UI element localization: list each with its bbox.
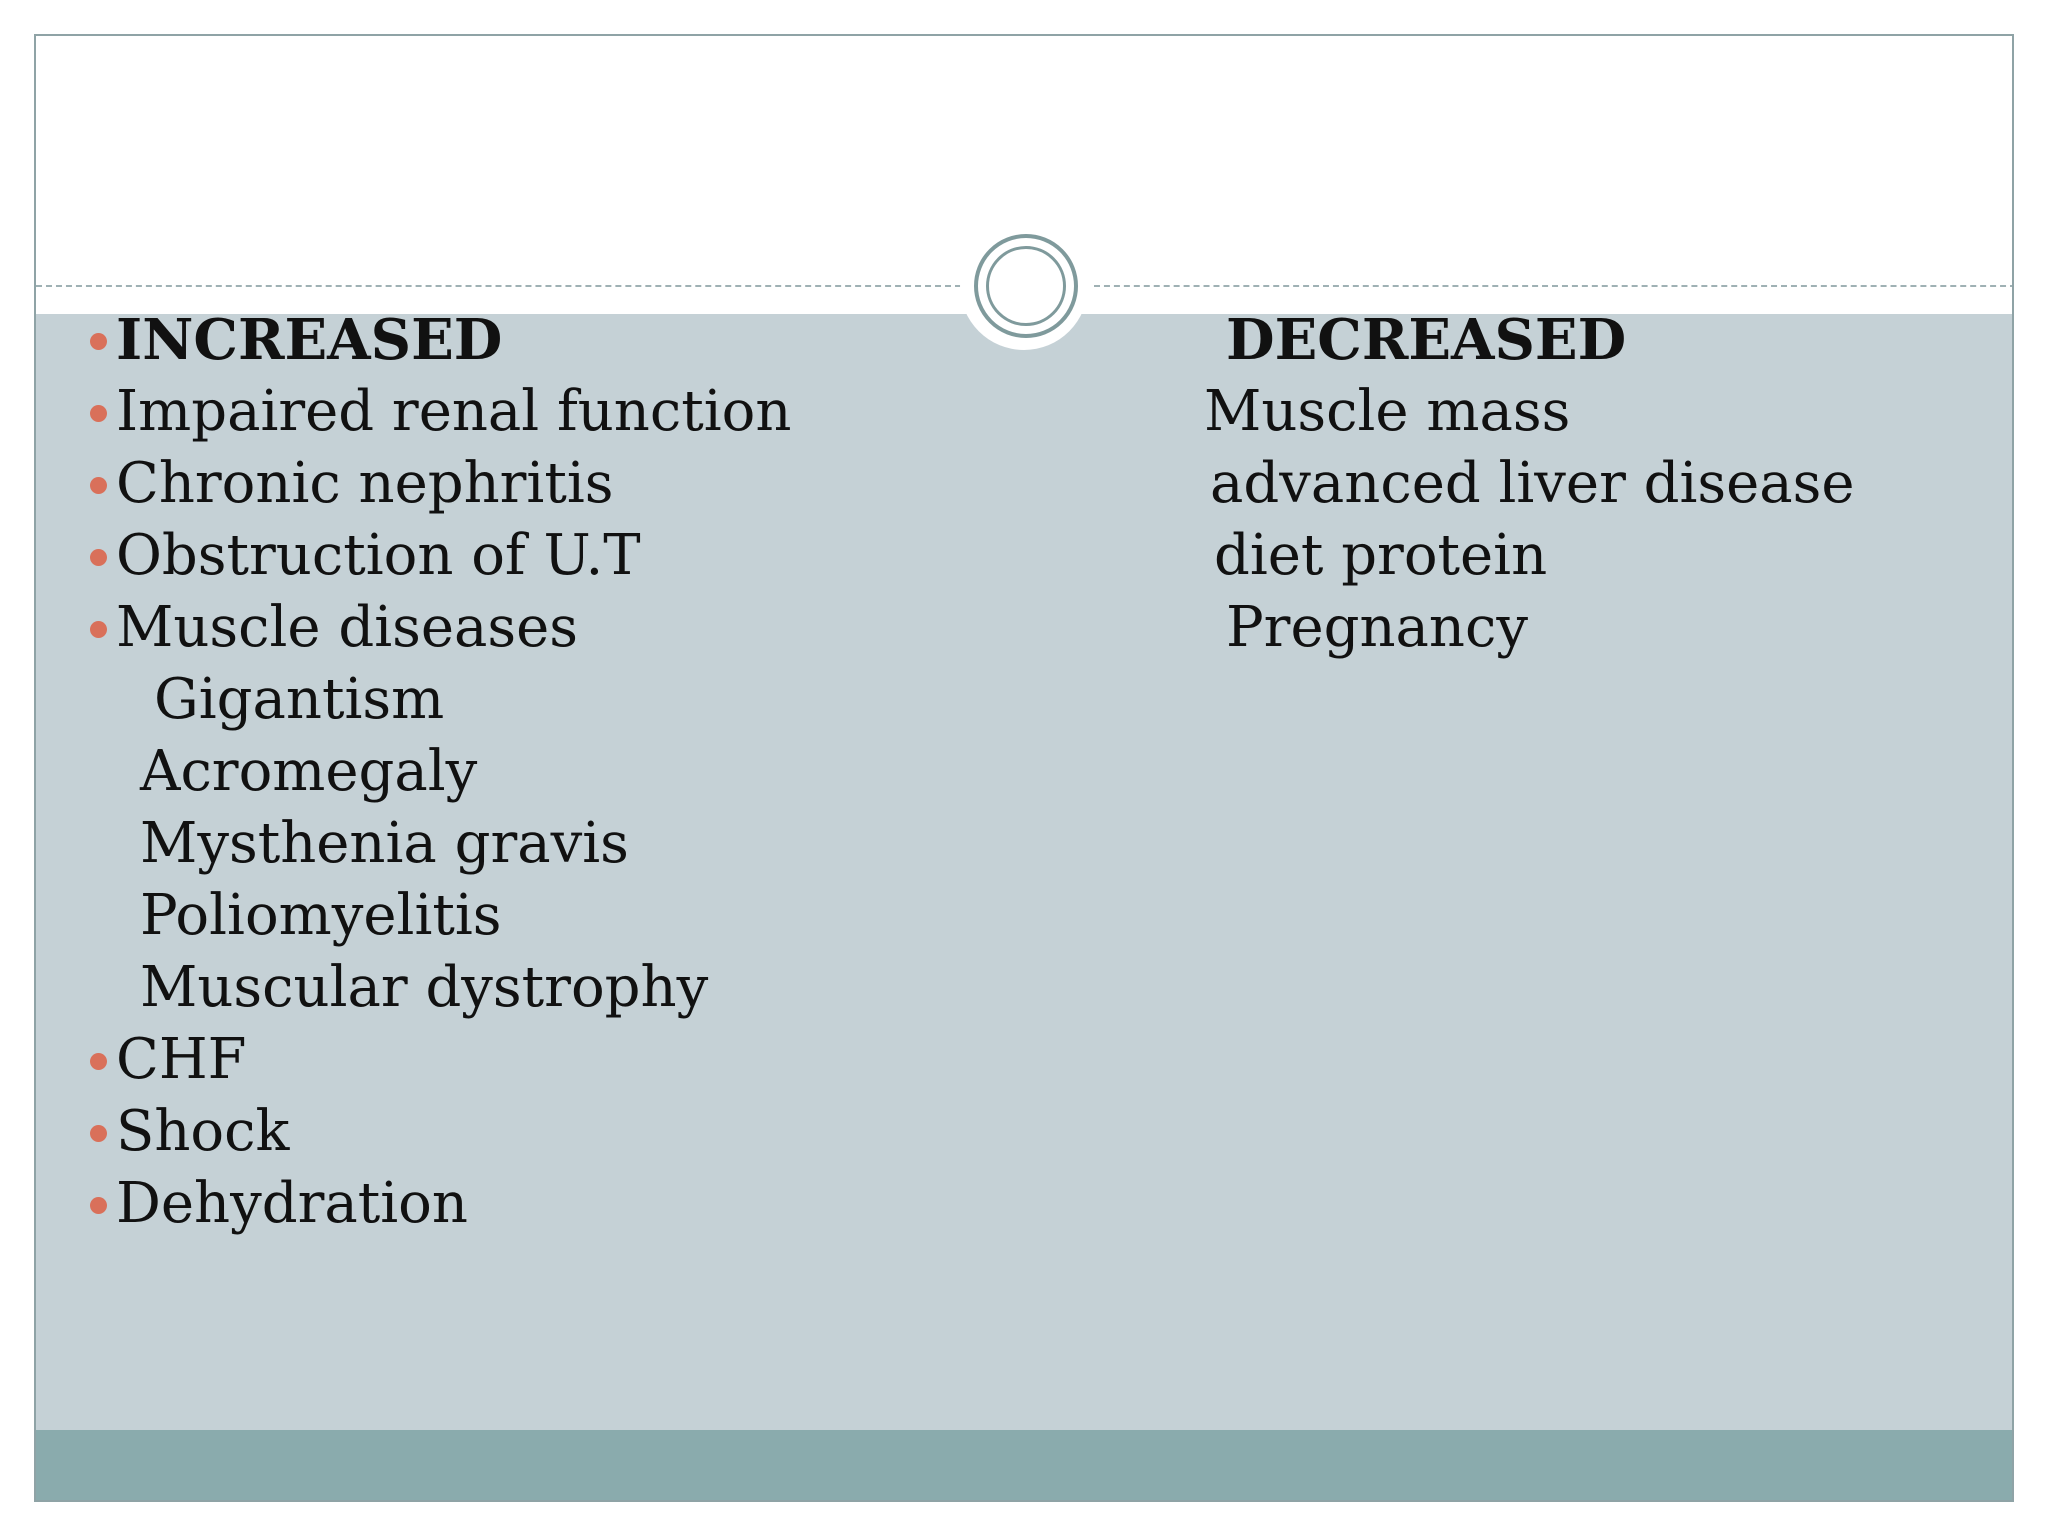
decreased-list [1164,304,1855,664]
list-item-text: advanced liver disease [1210,451,1855,516]
increased-heading: INCREASED [116,307,503,373]
sub-list-item-text: Acromegaly [140,739,478,804]
list-item [116,448,791,520]
slide-footer-bar [36,1430,2012,1502]
list-item [116,520,791,592]
decreased-heading: DECREASED [1226,307,1627,373]
sub-list-item [116,808,791,880]
list-item-text: Obstruction of U.T [116,523,641,588]
decorative-ring-inner [986,246,1066,326]
list-item [1164,376,1855,448]
bullet-icon [90,1053,107,1070]
bullet-icon [90,1197,107,1214]
bullet-icon [90,1125,107,1142]
list-item [116,592,791,664]
list-item-text: Pregnancy [1226,595,1528,660]
list-item [1164,448,1855,520]
sub-list-item-text: Gigantism [154,667,445,732]
list-item-text: Muscle mass [1204,379,1571,444]
list-item-text: Dehydration [116,1171,468,1236]
list-item [116,1024,791,1096]
bullet-icon [90,549,107,566]
list-item [1164,520,1855,592]
sub-list-item-text: Poliomyelitis [140,883,502,948]
list-item [116,1096,791,1168]
sub-list-item [116,880,791,952]
bullet-icon [90,333,107,350]
list-item [116,376,791,448]
list-item-text: Muscle diseases [116,595,578,660]
bullet-icon [90,621,107,638]
decorative-ring-icon [974,234,1078,338]
list-item-text: Chronic nephritis [116,451,614,516]
sub-list-item [116,664,791,736]
decreased-heading-item [1164,304,1855,376]
list-item [116,1168,791,1240]
bullet-icon [90,477,107,494]
bullet-icon [90,405,107,422]
header-divider-left [36,285,961,287]
list-item-text: CHF [116,1027,247,1092]
list-item-text: Impaired renal function [116,379,792,444]
increased-list [116,304,791,1240]
header-divider-right [1094,285,2014,287]
sub-list-item [116,952,791,1024]
list-item-text: diet protein [1214,523,1548,588]
increased-heading-item [116,304,791,376]
sub-list-item [116,736,791,808]
sub-list-item-text: Mysthenia gravis [140,811,629,876]
list-item-text: Shock [116,1099,290,1164]
list-item [1164,592,1855,664]
sub-list-item-text: Muscular dystrophy [140,955,709,1020]
